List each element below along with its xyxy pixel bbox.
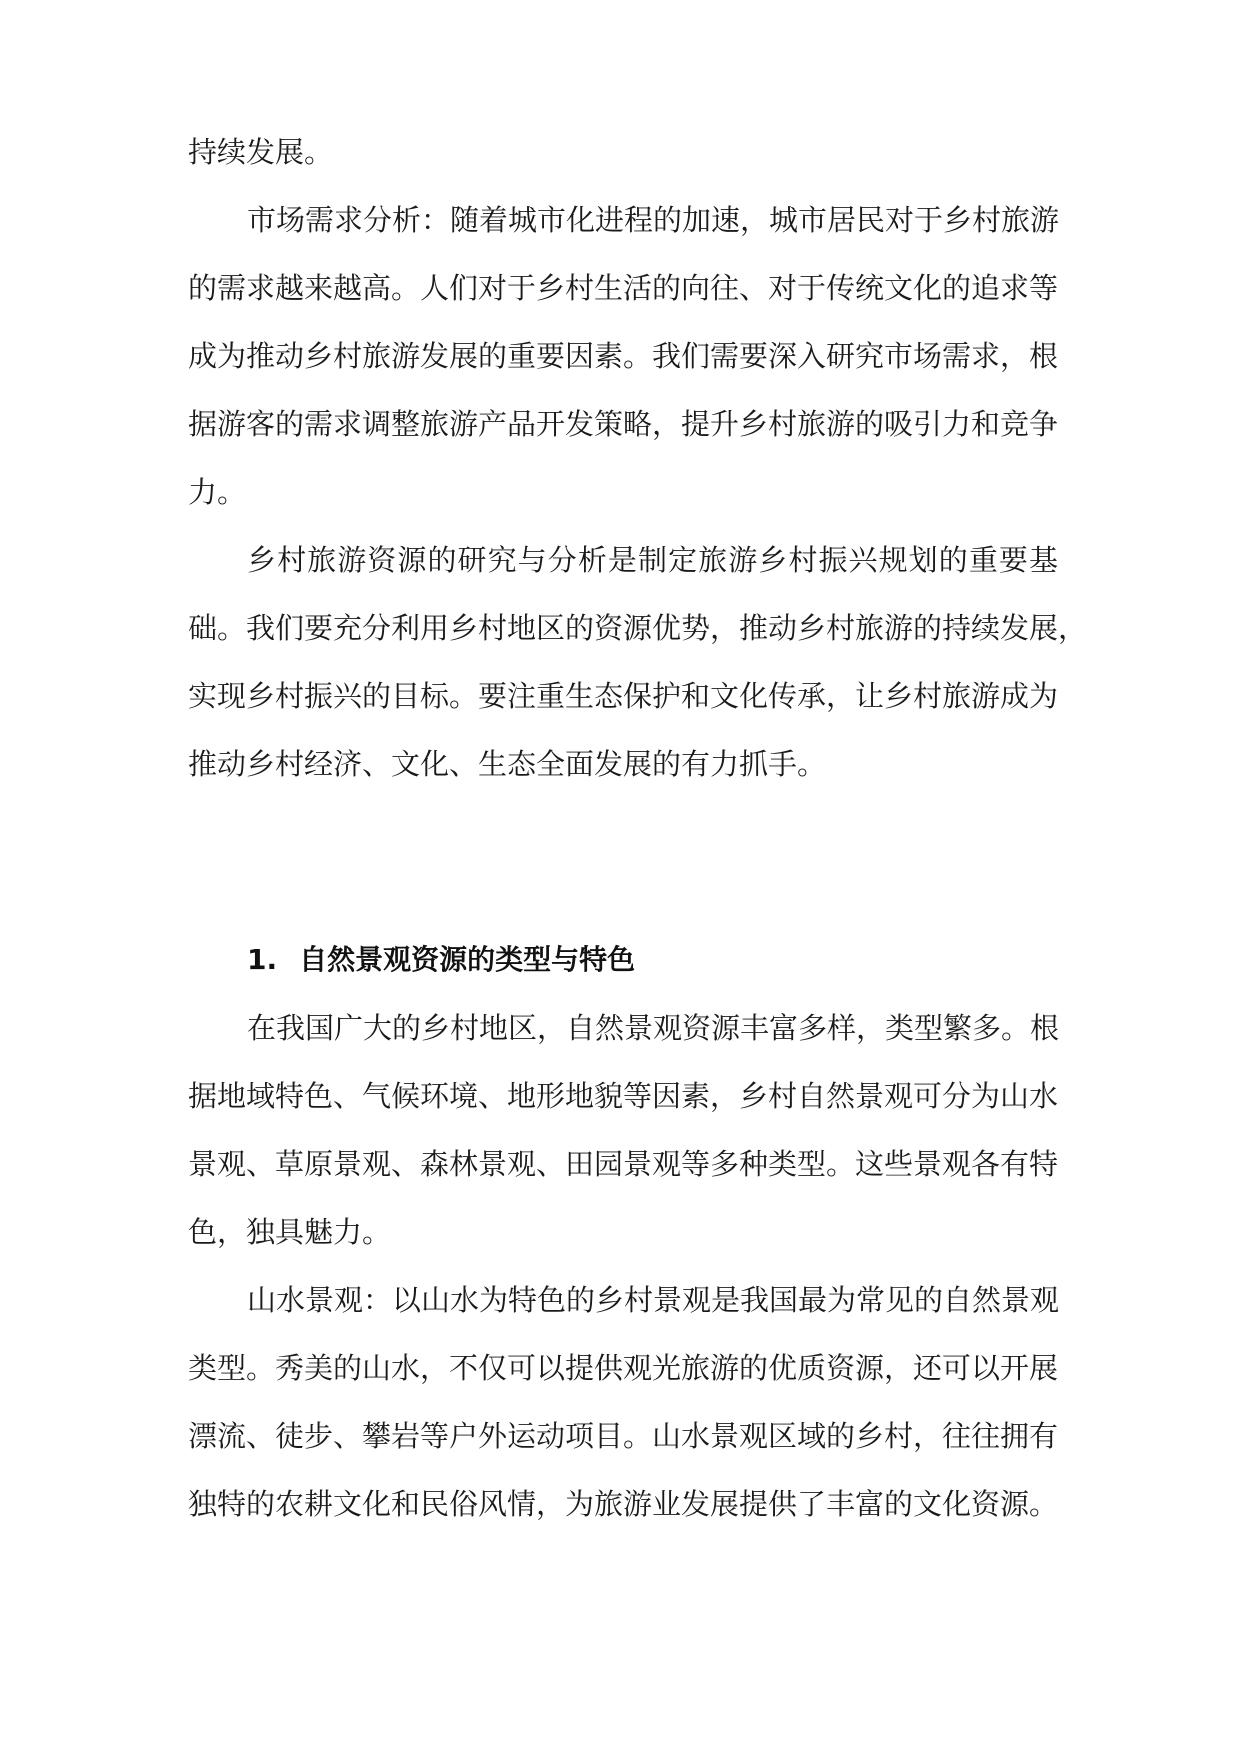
paragraph-line: 实现乡村振兴的目标。要注重生态保护和文化传承，让乡村旅游成为 (188, 679, 1059, 713)
paragraph-line: 础。我们要充分利用乡村地区的资源优势，推动乡村旅游的持续发展， (188, 611, 1088, 645)
paragraph-line: 持续发展。 (188, 135, 334, 169)
paragraph-line: 山水景观：以山水为特色的乡村景观是我国最为常见的自然景观 (247, 1283, 1060, 1317)
paragraph-line: 据地域特色、气候环境、地形地貌等因素，乡村自然景观可分为山水 (188, 1079, 1059, 1113)
paragraph-line: 市场需求分析：随着城市化进程的加速，城市居民对于乡村旅游 (247, 203, 1060, 237)
paragraph-line: 独特的农耕文化和民俗风情，为旅游业发展提供了丰富的文化资源。 (188, 1487, 1059, 1521)
paragraph-line: 色，独具魅力。 (188, 1215, 392, 1249)
section-heading (247, 940, 635, 980)
paragraph-line: 漂流、徒步、攀岩等户外运动项目。山水景观区域的乡村，往往拥有 (188, 1419, 1059, 1453)
paragraph-line: 力。 (188, 475, 247, 509)
paragraph-line: 类型。秀美的山水，不仅可以提供观光旅游的优质资源，还可以开展 (188, 1351, 1059, 1385)
paragraph-line: 景观、草原景观、森林景观、田园景观等多种类型。这些景观各有特 (188, 1147, 1059, 1181)
paragraph-line: 的需求越来越高。人们对于乡村生活的向往、对于传统文化的追求等 (188, 271, 1059, 305)
paragraph-line: 乡村旅游资源的研究与分析是制定旅游乡村振兴规划的重要基 (247, 543, 1058, 577)
paragraph-line: 据游客的需求调整旅游产品开发策略，提升乡村旅游的吸引力和竞争 (188, 407, 1059, 441)
paragraph-line: 成为推动乡村旅游发展的重要因素。我们需要深入研究市场需求，根 (188, 339, 1059, 373)
paragraph-line: 推动乡村经济、文化、生态全面发展的有力抓手。 (188, 747, 827, 781)
section-title: 自然景观资源的类型与特色 (299, 943, 636, 976)
section-number: 1. (247, 943, 278, 976)
paragraph-line: 在我国广大的乡村地区，自然景观资源丰富多样，类型繁多。根 (247, 1011, 1060, 1045)
